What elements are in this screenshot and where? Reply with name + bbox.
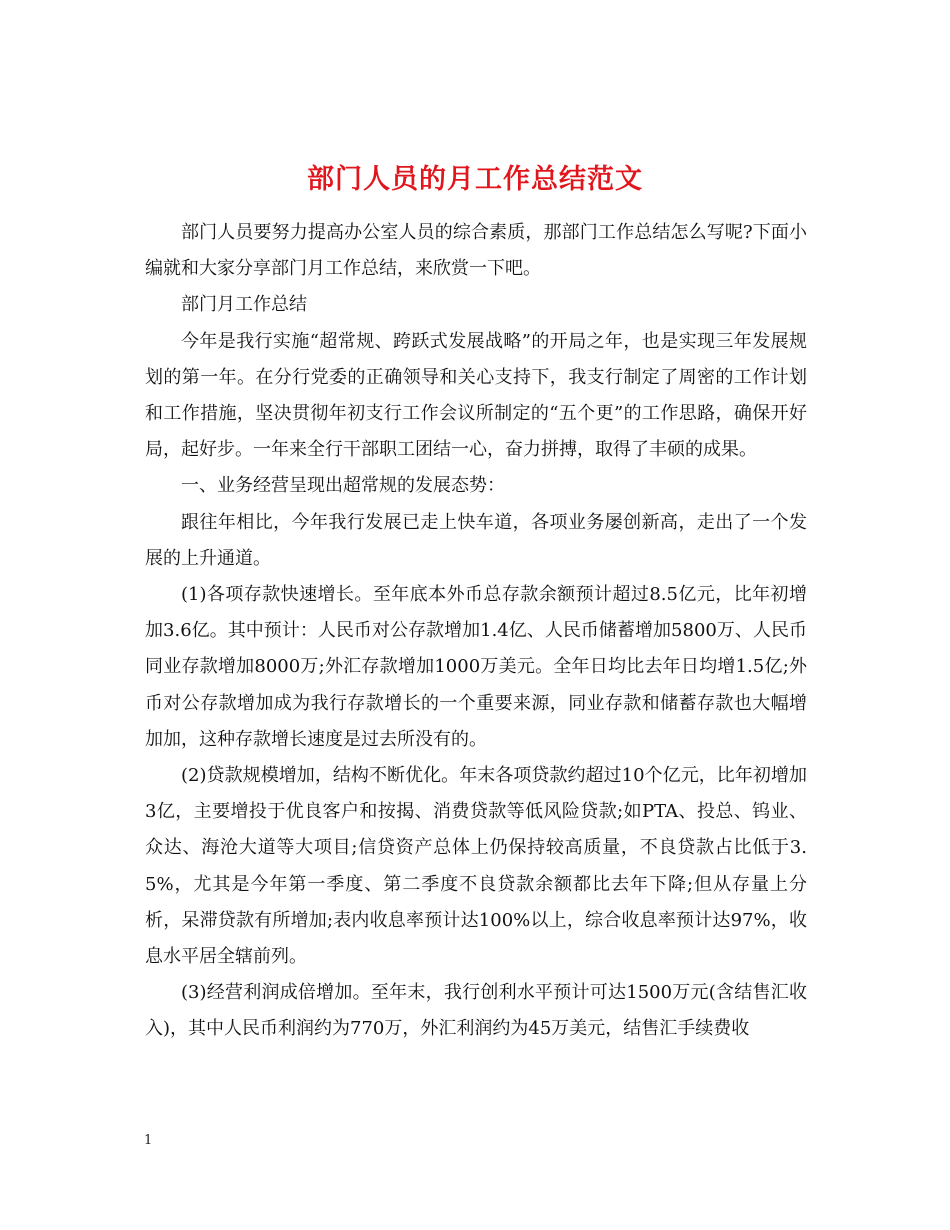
section-heading-business: 一、业务经营呈现出超常规的发展态势： — [181, 475, 505, 497]
paragraph-profit: (3)经营利润成倍增加。至年末，我行创利水平预计可达1500万元(含结售汇收入)，其中人民币利润约为770万，外汇利润约为45万美元，结售汇手续费收 — [145, 982, 807, 1040]
paragraph-loans: (2)贷款规模增加，结构不断优化。年末各项贷款约超过10个亿元，比年初增加3亿，主要增投于优良客户和按揭、消费贷款等低风险贷款;如PTA、投总、钨业、众达、海沧大道等大项目;信贷资产总体上仍保持较高质量，不良贷款占比低于3.5%，尤其是今年第一季度、第二季度不良贷款余额都比去年下降;但从存量上分析，呆滞贷款有所增加;表内收息率预计达100%以上，综合收息率预计达97%，收息水平居全辖前列。 — [145, 765, 807, 968]
document-body — [145, 215, 807, 1048]
paragraph-comparison: 跟往年相比，今年我行发展已走上快车道，各项业务屡创新高，走出了一个发展的上升通道。 — [145, 511, 807, 569]
paragraph-deposits: (1)各项存款快速增长。至年底本外币总存款余额预计超过8.5亿元，比年初增加3.6亿。其中预计：人民币对公存款增加1.4亿、人民币储蓄增加5800万、人民币同业存款增加8000万;外汇存款增加1000万美元。全年日均比去年日均增1.5亿;外币对公存款增加成为我行存款增长的一个重要来源，同业存款和储蓄存款也大幅增加加，这种存款增长速度是过去所没有的。 — [145, 584, 807, 750]
section-heading-monthly-summary: 部门月工作总结 — [181, 294, 307, 316]
page-number: 1 — [144, 1133, 153, 1148]
document-title: 部门人员的月工作总结范文 — [307, 164, 643, 196]
paragraph-intro: 部门人员要努力提高办公室人员的综合素质，那部门工作总结怎么写呢?下面小编就和大家分享部门月工作总结，来欣赏一下吧。 — [145, 222, 807, 280]
paragraph-overview: 今年是我行实施“超常规、跨跃式发展战略”的开局之年，也是实现三年发展规划的第一年。在分行党委的正确领导和关心支持下，我支行制定了周密的工作计划和工作措施，坚决贯彻年初支行工作会议所制定的“五个更”的工作思路，确保开好局，起好步。一年来全行干部职工团结一心，奋力拼搏，取得了丰硕的成果。 — [145, 330, 807, 461]
